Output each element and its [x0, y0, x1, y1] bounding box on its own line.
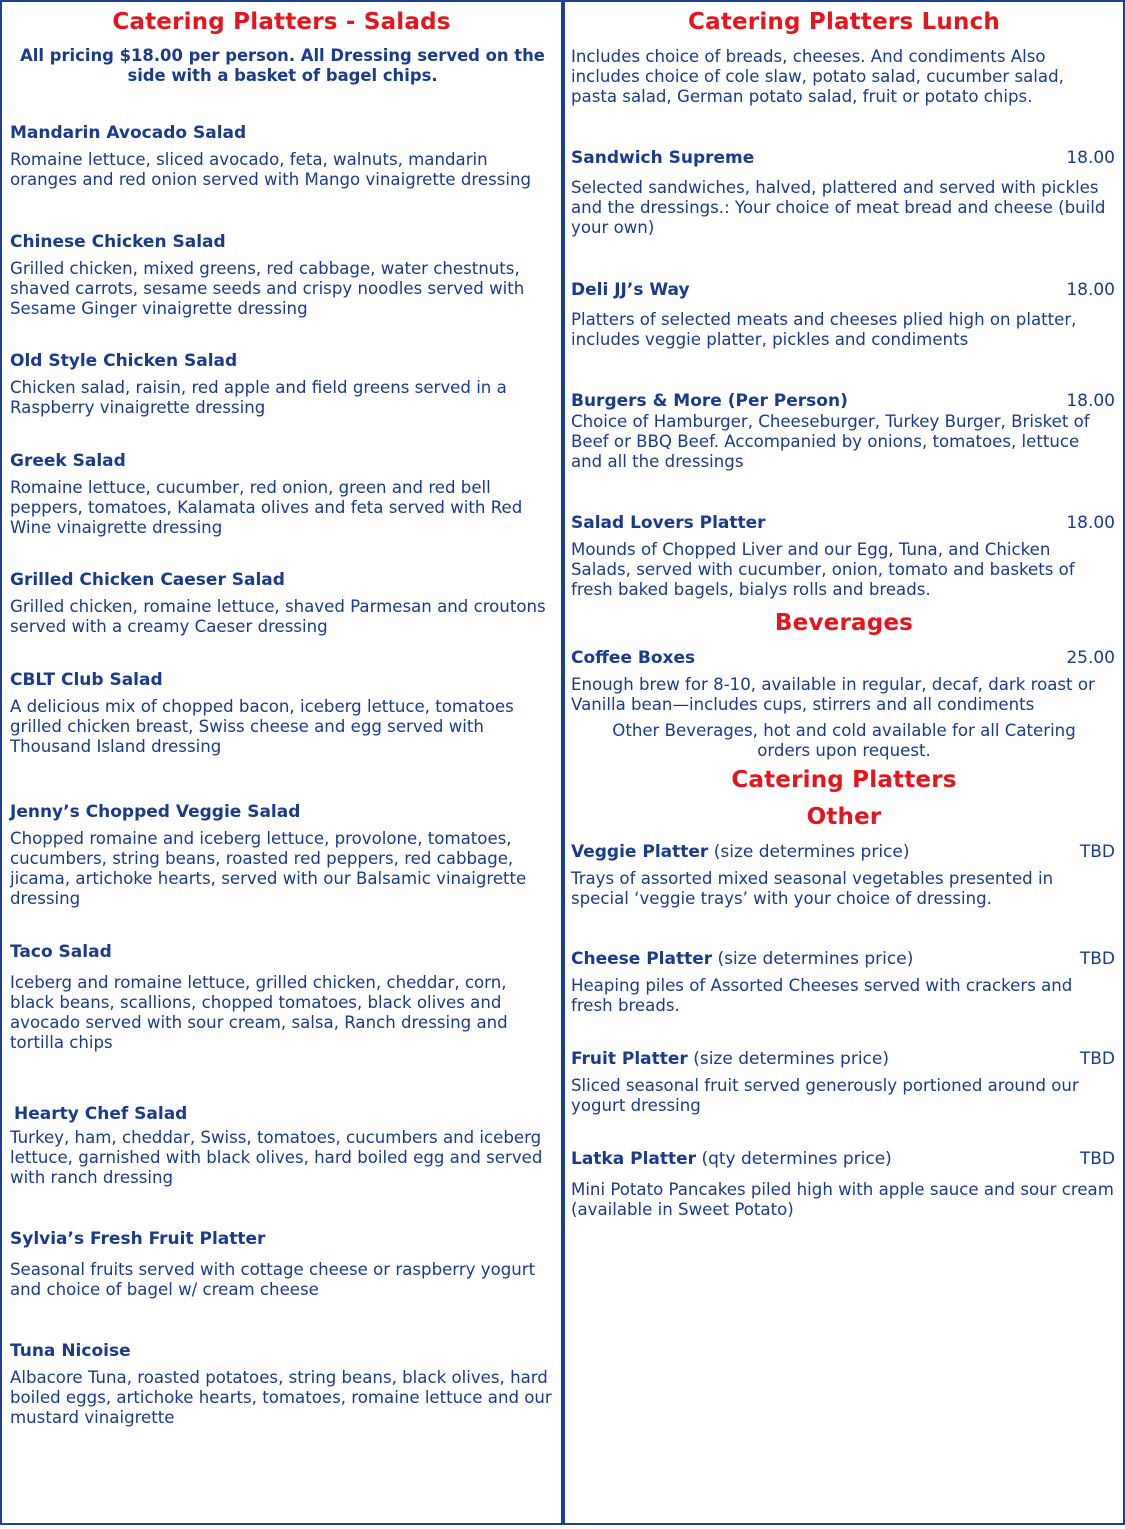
other-item-name	[571, 842, 909, 862]
other-item-name	[571, 949, 913, 969]
salad-name: CBLT Club Salad	[10, 670, 163, 690]
other-item-name	[571, 1149, 892, 1169]
other-item-price: TBD	[1079, 949, 1115, 969]
salad-description: Romaine lettuce, cucumber, red onion, green and red bell peppers, tomatoes, Kalamata olives and feta served with Red Wine vinaigrette dressing	[10, 478, 523, 537]
lunch-title: Catering Platters Lunch	[688, 9, 1000, 35]
lunch-column	[563, 0, 1125, 1525]
salad-name: Greek Salad	[10, 451, 126, 471]
beverages-title: Beverages	[774, 610, 914, 636]
other-title-line2: Other	[806, 804, 882, 830]
beverage-item-price: 25.00	[1066, 648, 1115, 668]
salad-description: Chicken salad, raisin, red apple and field greens served in a Raspberry vinaigrette dressing	[10, 378, 507, 417]
lunch-item-price: 18.00	[1066, 391, 1115, 411]
salad-name: Chinese Chicken Salad	[10, 232, 226, 252]
lunch-item-name: Burgers & More (Per Person)	[571, 391, 848, 411]
salad-name: Jenny’s Chopped Veggie Salad	[10, 802, 301, 822]
lunch-item-description: Choice of Hamburger, Cheeseburger, Turkey Burger, Brisket of Beef or BBQ Beef. Accompanied by onions, tomatoes, lettuce and all the dressings	[571, 412, 1090, 471]
other-item-price: TBD	[1079, 1149, 1115, 1169]
other-item-note: (size determines price)	[687, 1049, 889, 1069]
salad-name: Tuna Nicoise	[10, 1341, 131, 1361]
lunch-item-description: Mounds of Chopped Liver and our Egg, Tuna, and Chicken Salads, served with cucumber, onion, tomato and baskets of fresh baked bagels, bialys rolls and breads.	[571, 540, 1075, 599]
salad-name: Sylvia’s Fresh Fruit Platter	[10, 1229, 266, 1249]
other-item-name	[571, 1049, 889, 1069]
salad-description: A delicious mix of chopped bacon, iceberg lettuce, tomatoes grilled chicken breast, Swiss cheese and egg served with Thousand Island dressing	[10, 697, 514, 756]
salad-description: Grilled chicken, mixed greens, red cabbage, water chestnuts, shaved carrots, sesame seeds and crispy noodles served with Sesame Ginger vinaigrette dressing	[10, 259, 525, 318]
other-item-description: Sliced seasonal fruit served generously portioned around our yogurt dressing	[571, 1076, 1079, 1115]
other-item-label: Veggie Platter	[571, 842, 709, 862]
other-item-price: TBD	[1079, 842, 1115, 862]
lunch-item-description: Selected sandwiches, halved, plattered and served with pickles and the dressings.: Your choice of meat bread and cheese (build your own)	[571, 178, 1106, 237]
lunch-item-price: 18.00	[1066, 513, 1115, 533]
salad-name: Old Style Chicken Salad	[10, 351, 238, 371]
beverage-item-name: Coffee Boxes	[571, 648, 696, 668]
other-item-label: Cheese Platter	[571, 949, 713, 969]
lunch-item-name: Sandwich Supreme	[571, 148, 755, 168]
other-item-label: Latka Platter	[571, 1149, 697, 1169]
other-title-line1: Catering Platters	[731, 767, 957, 793]
other-item-description: Mini Potato Pancakes piled high with apple sauce and sour cream (available in Sweet Potato)	[571, 1180, 1114, 1219]
other-item-label: Fruit Platter	[571, 1049, 688, 1069]
other-item-note: (qty determines price)	[696, 1149, 892, 1169]
lunch-item-price: 18.00	[1066, 280, 1115, 300]
salad-description: Chopped romaine and iceberg lettuce, provolone, tomatoes, cucumbers, string beans, roasted red peppers, red cabbage, jicama, artichoke hearts, served with our Balsamic vinaigrette dressing	[10, 829, 527, 908]
other-item-note: (size determines price)	[712, 949, 914, 969]
salad-description: Grilled chicken, romaine lettuce, shaved Parmesan and croutons served with a creamy Caeser dressing	[10, 597, 546, 636]
other-item-price: TBD	[1079, 1049, 1115, 1069]
salad-description: Iceberg and romaine lettuce, grilled chicken, cheddar, corn, black beans, scallions, chopped tomatoes, black olives and avocado served with sour cream, salsa, Ranch dressing and tortilla chips	[10, 973, 508, 1052]
beverage-item-description: Enough brew for 8-10, available in regular, decaf, dark roast or Vanilla bean—includes cups, stirrers and all condiments	[571, 675, 1095, 714]
lunch-item-name: Salad Lovers Platter	[571, 513, 766, 533]
other-item-note: (size determines price)	[708, 842, 910, 862]
salad-name: Mandarin Avocado Salad	[10, 123, 247, 143]
salads-intro: All pricing $18.00 per person. All Dressing served on the side with a basket of bagel chips.	[20, 46, 545, 85]
lunch-item-name: Deli JJ’s Way	[571, 280, 690, 300]
salad-name: Hearty Chef Salad	[14, 1104, 188, 1124]
salad-name: Grilled Chicken Caeser Salad	[10, 570, 285, 590]
lunch-item-price: 18.00	[1066, 148, 1115, 168]
lunch-intro: Includes choice of breads, cheeses. And condiments Also includes choice of cole slaw, potato salad, cucumber salad, pasta salad, German potato salad, fruit or potato chips.	[571, 47, 1064, 106]
other-item-description: Trays of assorted mixed seasonal vegetables presented in special ‘veggie trays’ with your choice of dressing.	[571, 869, 1054, 908]
other-item-description: Heaping piles of Assorted Cheeses served with crackers and fresh breads.	[571, 976, 1073, 1015]
salad-description: Turkey, ham, cheddar, Swiss, tomatoes, cucumbers and iceberg lettuce, garnished with black olives, hard boiled egg and served with ranch dressing	[10, 1128, 543, 1187]
salads-column	[0, 0, 563, 1525]
salad-description: Albacore Tuna, roasted potatoes, string beans, black olives, hard boiled eggs, artichoke hearts, tomatoes, romaine lettuce and our mustard vinaigrette	[10, 1368, 552, 1427]
lunch-item-description: Platters of selected meats and cheeses plied high on platter, includes veggie platter, pickles and condiments	[571, 310, 1077, 349]
beverages-note: Other Beverages, hot and cold available for all Catering orders upon request.	[612, 721, 1076, 760]
salads-title: Catering Platters - Salads	[112, 9, 451, 35]
salad-name: Taco Salad	[10, 942, 112, 962]
salad-description: Romaine lettuce, sliced avocado, feta, walnuts, mandarin oranges and red onion served with Mango vinaigrette dressing	[10, 150, 532, 189]
salad-description: Seasonal fruits served with cottage cheese or raspberry yogurt and choice of bagel w/ cream cheese	[10, 1260, 536, 1299]
